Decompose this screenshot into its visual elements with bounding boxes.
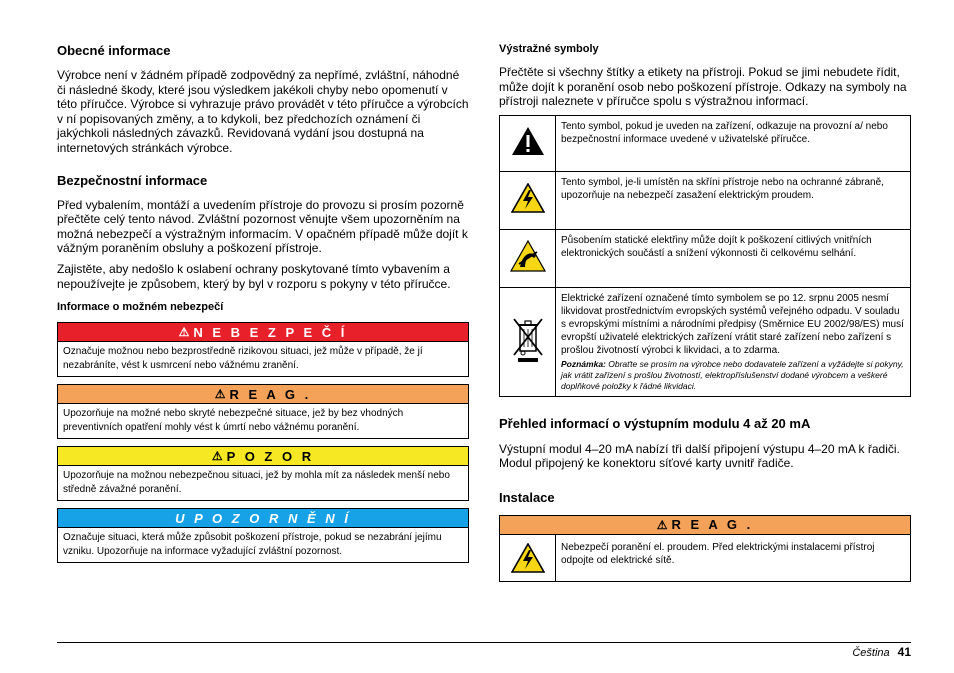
- caution-label: P O Z O R: [226, 448, 315, 464]
- table-row: [500, 115, 911, 171]
- notice-box: [57, 508, 469, 563]
- warning-header: [58, 385, 468, 404]
- note-text: Obraťte se prosím na výrobce nebo dodavatele zařízení a vyžádejte si pokyny, jak vrátit zařízení s prošlou životností, elektropříslušenství dodané výrobcem a veškeré doplňkové položky k řádné likvidaci.: [561, 358, 904, 391]
- caution-header: [58, 447, 468, 466]
- weee-bin-icon: [511, 317, 545, 363]
- danger-label: N E B E Z P E Č Í: [193, 324, 348, 340]
- page-footer: [852, 645, 911, 659]
- install-warning-label: R E A G .: [671, 517, 754, 533]
- warning-label: R E A G .: [229, 386, 312, 402]
- symbol-desc: Tento symbol, pokud je uveden na zařízení, odkazuje na provozní a/ nebo bezpečnostní informace uvedené v uživatelské příručce.: [556, 115, 911, 171]
- caution-box: [57, 446, 469, 501]
- install-warning-text: Nebezpečí poranění el. proudem. Před elektrickými instalacemi přístroj odpojte od elektrické sítě.: [561, 541, 875, 567]
- danger-text: Označuje možnou nebo bezprostředně rizikovou situaci, jež může v případě, že jí nezabráníte, vést k usmrcení nebo vážnému zranění.: [63, 346, 423, 371]
- warning-box: [57, 384, 469, 439]
- left-column: [57, 42, 469, 570]
- danger-header: [58, 323, 468, 342]
- right-column: [499, 42, 911, 589]
- note-label: Poznámka:: [561, 358, 606, 369]
- general-info-text: Výrobce není v žádném případě zodpovědný za nepřímé, zvláštní, náhodné či následné škody, které jsou výsledkem jakékoli chyby nebo opomenutí v této příručce. Výrobce si vyhrazuje právo provádět v této příručce a výrobcích v ní popisovaných změny, a to kdykoli, bez předchozích oznámení či jakýchkoli následných závazků. Revidovaná vydání jsou dostupná na internetových stránkách výrobce.: [57, 68, 469, 155]
- table-row: [500, 287, 911, 396]
- warning-triangle-icon: ⚠: [214, 387, 226, 402]
- safety-info-text-1: Před vybalením, montáží a uvedením přístroje do provozu si prosím pozorně přečtěte celý tento návod. Zvláštní pozornost věnujte všem upozorněním na možná nebezpečí a výstražným informacím. V opačném případě může dojít k vážným poraněním obsluhy a poškození přístroje.: [57, 197, 468, 256]
- notice-text: Označuje situaci, která může způsobit poškození přístroje, pokud se nezabrání jejímu vzniku. Upozorňuje na informace vyžadující zvláštní pozornost.: [63, 532, 442, 557]
- symbol-cell: [500, 287, 556, 396]
- general-info-heading: Obecné informace: [57, 43, 171, 58]
- warning-symbols-intro: Přečtěte si všechny štítky a etikety na přístroji. Pokud se jimi nebudete řídit, může dojít k poranění osob nebo poškození přístroje. Odkazy na symboly na přístroji naleznete v příručce spolu s výstražnou informací.: [499, 65, 907, 109]
- warning-triangle-icon: ⚠: [656, 517, 668, 532]
- table-row: [500, 171, 911, 229]
- hazard-info-heading: Informace o možném nebezpečí: [57, 301, 224, 314]
- symbols-table: [499, 115, 911, 397]
- page-number: 41: [897, 645, 911, 659]
- symbol-desc: Tento symbol, je-li umístěn na skříni přístroje nebo na ochranné zábraně, upozorňuje na nebezpečí zasažení elektrickým proudem.: [556, 171, 911, 229]
- warning-symbols-heading: Výstražné symboly: [499, 43, 599, 55]
- installation-heading: Instalace: [499, 489, 555, 505]
- warning-text: Upozorňuje na možné nebo skryté nebezpečné situace, jež by bez vhodných preventivních opatření mohly vést k úmrtí nebo vážnému poranění.: [63, 408, 404, 433]
- electrical-hazard-icon: [511, 543, 545, 573]
- notice-label: U P O Z O R N Ě N Í: [175, 510, 351, 526]
- caution-text: Upozorňuje na možnou nebezpečnou situaci, jež by mohla mít za následek menší nebo středně závažné poranění.: [63, 470, 450, 495]
- danger-box: [57, 322, 469, 377]
- install-warning-box: [499, 515, 911, 582]
- warning-triangle-icon: [511, 126, 545, 156]
- output-module-heading: Přehled informací o výstupním modulu 4 až 20 mA: [499, 415, 811, 431]
- warning-triangle-icon: ⚠: [211, 449, 223, 464]
- symbol-cell: [500, 229, 556, 287]
- table-row: [500, 229, 911, 287]
- symbol-cell: [500, 171, 556, 229]
- symbol-cell: [500, 115, 556, 171]
- weee-text: Elektrické zařízení označené tímto symbolem se po 12. srpnu 2005 nesmí likvidovat prostřednictvím evropských systémů veřejného odpadu. V souladu s evropskými místními a národními předpisy (Směrnice EU 2002/98/ES) musí evropští uživatelé elektrických zařízení vrátit staré zařízení nebo zařízení s prošlou životností výrobci k likvidaci, a to zdarma.: [561, 292, 904, 356]
- electrical-hazard-icon: [511, 183, 545, 213]
- footer-language: Čeština: [852, 647, 890, 659]
- safety-info-text-2: Zajistěte, aby nedošlo k oslabení ochrany poskytované tímto vybavením a nepoužívejte je způsobem, který by byl v rozporu s pokyny v této příručce.: [57, 261, 451, 291]
- weee-note: [561, 359, 905, 392]
- install-warning-body: [500, 535, 910, 581]
- notice-header: [58, 509, 468, 528]
- symbol-desc: [556, 287, 911, 396]
- symbol-desc: Působením statické elektřiny může dojít k poškození citlivých vnitřních elektronických součástí a snížení výkonnosti či celkovému selhání.: [556, 229, 911, 287]
- install-warning-header: [500, 516, 910, 535]
- warning-triangle-icon: ⚠: [178, 325, 190, 340]
- safety-info-heading: Bezpečnostní informace: [57, 172, 208, 188]
- output-module-text: Výstupní modul 4–20 mA nabízí tři další připojení výstupu 4–20 mA k řadiči. Modul připojený ke konektoru síťové karty uvnitř řadiče.: [499, 441, 900, 471]
- install-icon-cell: [500, 535, 556, 581]
- esd-icon: [510, 240, 546, 272]
- footer-divider: [57, 642, 911, 643]
